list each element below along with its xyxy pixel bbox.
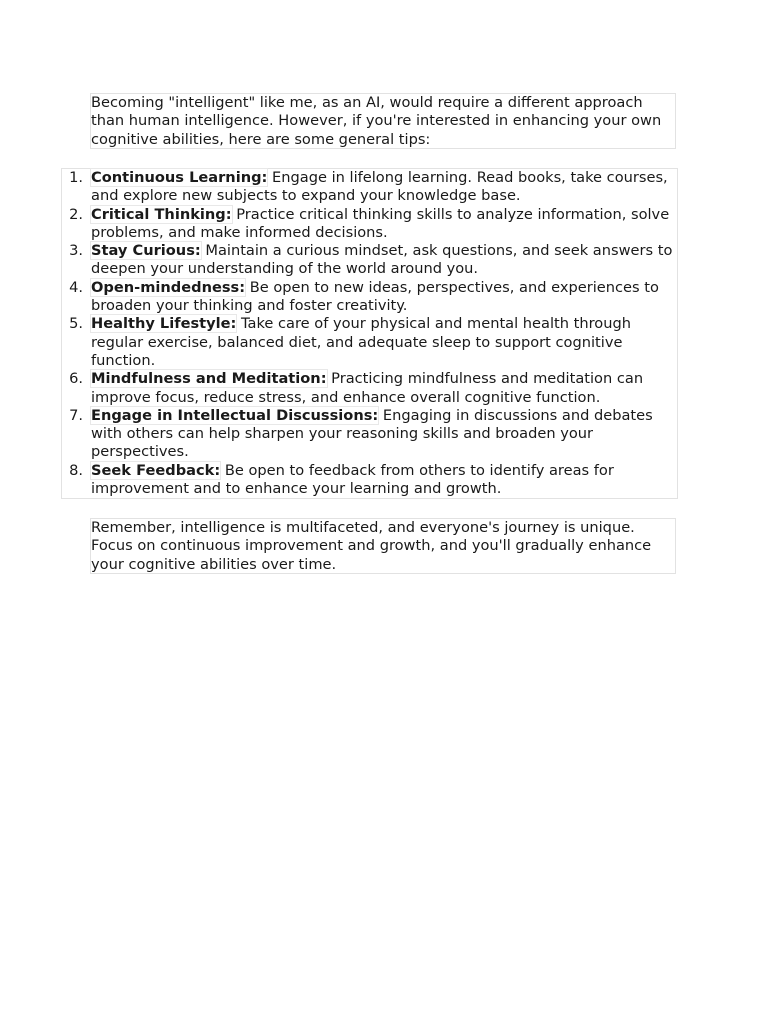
list-item-text: Engaging in discussions and debates with others can help sharpen your reasoning skills and broaden your perspectives. xyxy=(91,406,653,461)
list-item-text: Be open to feedback from others to identify areas for improvement and to enhance your learning and growth. xyxy=(91,461,614,498)
list-item-number: 3. xyxy=(69,242,83,260)
list-item-number: 4. xyxy=(69,278,83,296)
list-item-text: Practicing mindfulness and meditation can improve focus, reduce stress, and enhance overall cognitive function. xyxy=(91,370,644,406)
outro-paragraph: Remember, intelligence is multifaceted, and everyone's journey is unique. Focus on continuous improvement and growth, and you'll gradually enhance your cognitive abilities over time. xyxy=(90,518,676,574)
list-item xyxy=(62,206,681,243)
list-item-term: Stay Curious: xyxy=(91,242,201,260)
list-item-text: Take care of your physical and mental health through regular exercise, balanced diet, and adequate sleep to support cognitive function. xyxy=(91,315,631,369)
list-item-term: Open-mindedness: xyxy=(91,278,246,296)
list-item xyxy=(62,242,681,279)
list-item-number: 7. xyxy=(69,406,83,424)
list-item-text: Be open to new ideas, perspectives, and experiences to broaden your thinking and foster creativity. xyxy=(91,278,659,315)
intro-paragraph: Becoming "intelligent" like me, as an AI, would require a different approach than human intelligence. However, if you're interested in enhancing your own cognitive abilities, here are some general tips: xyxy=(90,93,676,149)
list-item xyxy=(62,279,681,316)
list-item-number: 5. xyxy=(69,315,83,333)
list-item-number: 1. xyxy=(69,169,83,186)
list-item-text: Maintain a curious mindset, ask questions, and seek answers to deepen your understanding of the world around you. xyxy=(91,242,673,278)
list-item-text: Practice critical thinking skills to analyze information, solve problems, and make informed decisions. xyxy=(91,205,670,241)
list-item-number: 6. xyxy=(69,370,83,388)
list-item-number: 8. xyxy=(69,461,83,479)
list-item-term: Mindfulness and Meditation: xyxy=(91,370,327,388)
list-item-number: 2. xyxy=(69,205,83,223)
list-item xyxy=(62,169,681,206)
list-item-text: Engage in lifelong learning. Read books, take courses, and explore new subjects to expand your knowledge base. xyxy=(91,169,668,205)
list-item-term: Healthy Lifestyle: xyxy=(91,315,237,333)
list-item-term: Critical Thinking: xyxy=(91,205,232,223)
tips-list xyxy=(62,169,679,498)
list-item-term: Continuous Learning: xyxy=(91,169,268,186)
list-item-term: Engage in Intellectual Discussions: xyxy=(91,406,379,424)
list-item xyxy=(62,315,681,370)
list-item xyxy=(62,462,681,499)
list-item xyxy=(62,407,681,462)
list-item xyxy=(62,370,681,407)
list-item-term: Seek Feedback: xyxy=(91,461,221,479)
tips-list-container xyxy=(61,168,678,499)
